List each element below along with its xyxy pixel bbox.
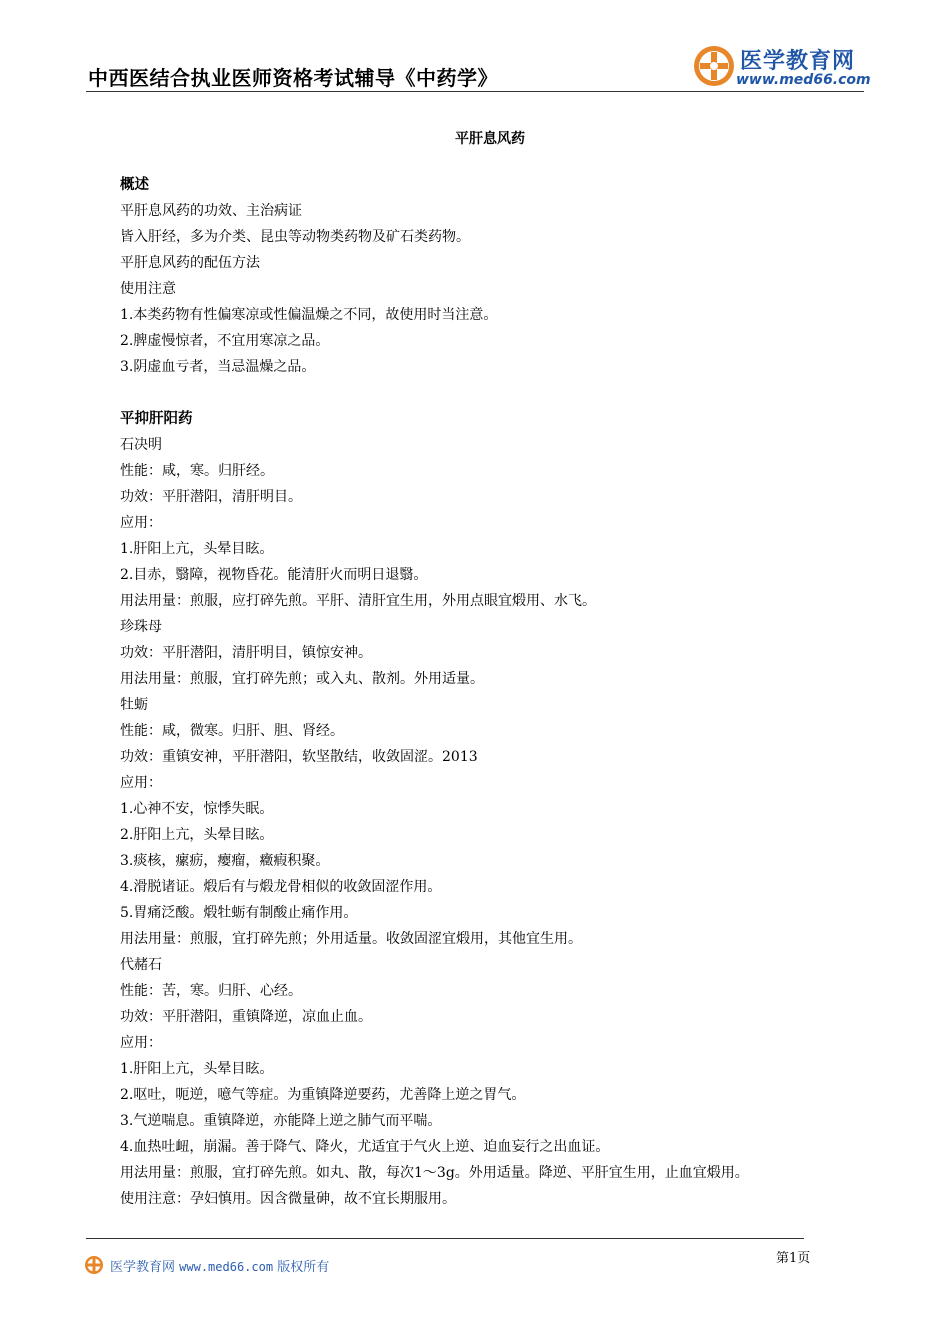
text-line: 性能：咸，寒。归肝经。 xyxy=(120,463,274,479)
section-lines xyxy=(120,432,880,1212)
footer-url[interactable]: www.med66.com xyxy=(179,1260,274,1274)
logo-name: 医学教育网 xyxy=(740,49,856,74)
text-line: 5.胃痛泛酸。煅牡蛎有制酸止痛作用。 xyxy=(120,905,358,921)
header-logo[interactable] xyxy=(690,42,870,92)
document-body xyxy=(120,172,880,1212)
text-line: 3.痰核，瘰疬，瘿瘤，癥瘕积聚。 xyxy=(120,853,330,869)
logo-url[interactable]: www.med66.com xyxy=(736,72,871,88)
text-line: 2.脾虚慢惊者，不宜用寒凉之品。 xyxy=(120,333,330,349)
text-line: 应用： xyxy=(120,1035,162,1051)
text-line: 性能：咸，微寒。归肝、胆、肾经。 xyxy=(120,723,344,739)
text-line: 功效：平肝潜阳，清肝明目。 xyxy=(120,489,302,505)
footer-logo-icon xyxy=(84,1255,104,1275)
overview-heading: 概述 xyxy=(120,177,149,193)
text-line: 2.呕吐，呃逆，噫气等症。为重镇降逆要药，尤善降上逆之胃气。 xyxy=(120,1087,526,1103)
section-heading: 平抑肝阳药 xyxy=(120,411,193,427)
text-line: 用法用量：煎服，宜打碎先煎；外用适量。收敛固涩宜煅用，其他宜生用。 xyxy=(120,931,582,947)
text-line: 应用： xyxy=(120,775,162,791)
text-line: 用法用量：煎服，宜打碎先煎。如丸、散，每次1～3g。外用适量。降逆、平肝宜生用，止血宜煅用。 xyxy=(120,1165,749,1181)
header-divider xyxy=(86,91,864,92)
section-gap xyxy=(120,380,880,406)
text-line: 使用注意：孕妇慎用。因含微量砷，故不宜长期服用。 xyxy=(120,1191,456,1207)
text-line: 平肝息风药的功效、主治病证 xyxy=(120,203,302,219)
text-line: 皆入肝经，多为介类、昆虫等动物类药物及矿石类药物。 xyxy=(120,229,470,245)
document-title: 平肝息风药 xyxy=(455,131,525,147)
text-line: 性能：苦，寒。归肝、心经。 xyxy=(120,983,302,999)
text-line: 珍珠母 xyxy=(120,619,162,635)
text-line: 3.阴虚血亏者，当忌温燥之品。 xyxy=(120,359,316,375)
header-title: 中西医结合执业医师资格考试辅导《中药学》 xyxy=(88,66,498,90)
text-line: 4.血热吐衄，崩漏。善于降气、降火，尤适宜于气火上逆、迫血妄行之出血证。 xyxy=(120,1139,610,1155)
page-number: 第1页 xyxy=(776,1251,811,1266)
footer-divider xyxy=(86,1238,804,1239)
med66-logo-icon xyxy=(692,44,736,88)
text-line: 功效：平肝潜阳，重镇降逆，凉血止血。 xyxy=(120,1009,372,1025)
text-line: 功效：重镇安神，平肝潜阳，软坚散结，收敛固涩。2013 xyxy=(120,749,478,765)
text-line: 使用注意 xyxy=(120,281,176,297)
text-line: 1.本类药物有性偏寒凉或性偏温燥之不同，故使用时当注意。 xyxy=(120,307,498,323)
footer-brand: 医学教育网 xyxy=(110,1260,176,1275)
text-line: 用法用量：煎服，宜打碎先煎；或入丸、散剂。外用适量。 xyxy=(120,671,484,687)
text-line: 牡蛎 xyxy=(120,697,148,713)
text-line: 平肝息风药的配伍方法 xyxy=(120,255,260,271)
text-line: 功效：平肝潜阳，清肝明目，镇惊安神。 xyxy=(120,645,372,661)
text-line: 1.心神不安，惊悸失眠。 xyxy=(120,801,274,817)
overview-lines xyxy=(120,198,880,380)
text-line: 1.肝阳上亢，头晕目眩。 xyxy=(120,541,274,557)
text-line: 1.肝阳上亢，头晕目眩。 xyxy=(120,1061,274,1077)
text-line: 石决明 xyxy=(120,437,162,453)
text-line: 4.滑脱诸证。煅后有与煅龙骨相似的收敛固涩作用。 xyxy=(120,879,442,895)
text-line: 2.目赤，翳障，视物昏花。能清肝火而明日退翳。 xyxy=(120,567,428,583)
text-line: 应用： xyxy=(120,515,162,531)
footer-rights: 版权所有 xyxy=(277,1260,330,1275)
text-line: 代赭石 xyxy=(120,957,162,973)
text-line: 3.气逆喘息。重镇降逆，亦能降上逆之肺气而平喘。 xyxy=(120,1113,442,1129)
text-line: 2.肝阳上亢，头晕目眩。 xyxy=(120,827,274,843)
text-line: 用法用量：煎服，应打碎先煎。平肝、清肝宜生用，外用点眼宜煅用、水飞。 xyxy=(120,593,596,609)
footer-brand-line xyxy=(110,1256,329,1275)
